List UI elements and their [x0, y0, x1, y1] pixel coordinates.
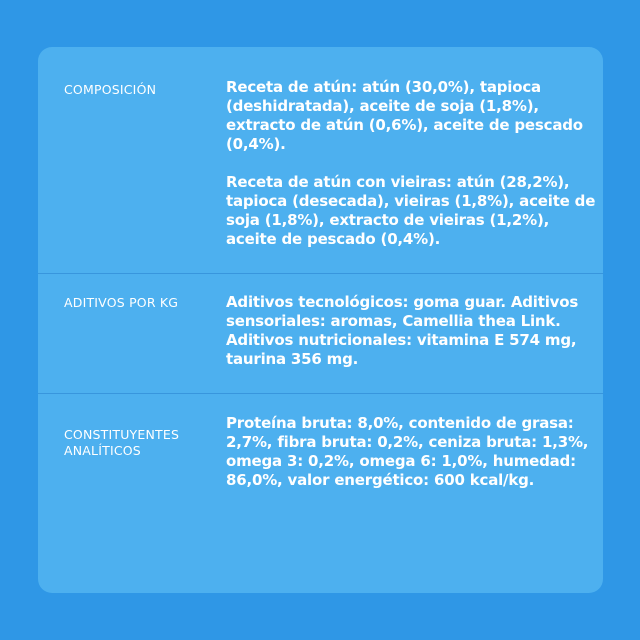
section-content [226, 78, 596, 249]
section-content [226, 293, 596, 369]
section-label: CONSTITUYENTES ANALÍTICOS [64, 427, 180, 458]
nutrition-info-card [38, 47, 603, 593]
section-additives [38, 273, 603, 393]
section-content [226, 414, 596, 490]
composition-paragraph-tuna: Receta de atún: atún (30,0%), tapioca (deshidratada), aceite de soja (1,8%), extracto de atún (0,6%), aceite de pescado (0,4%). [226, 78, 583, 153]
section-label: ADITIVOS POR KG [64, 295, 179, 310]
section-composition [38, 47, 603, 273]
section-analytical-constituents [38, 393, 603, 593]
additives-paragraph: Aditivos tecnológicos: goma guar. Aditivos sensoriales: aromas, Camellia thea Link. Aditivos nutricionales: vitamina E 574 mg, taurina 356 mg. [226, 293, 579, 368]
analytical-constituents-paragraph: Proteína bruta: 8,0%, contenido de grasa: 2,7%, fibra bruta: 0,2%, ceniza bruta: 1,3%, omega 3: 0,2%, omega 6: 1,0%, humedad: 86,0%, valor energético: 600 kcal/kg. [226, 414, 589, 489]
section-label: COMPOSICIÓN [64, 82, 157, 97]
composition-paragraph-tuna-scallops: Receta de atún con vieiras: atún (28,2%), tapioca (desecada), vieiras (1,8%), aceite de soja (1,8%), extracto de vieiras (1,2%), aceite de pescado (0,4%). [226, 173, 596, 248]
